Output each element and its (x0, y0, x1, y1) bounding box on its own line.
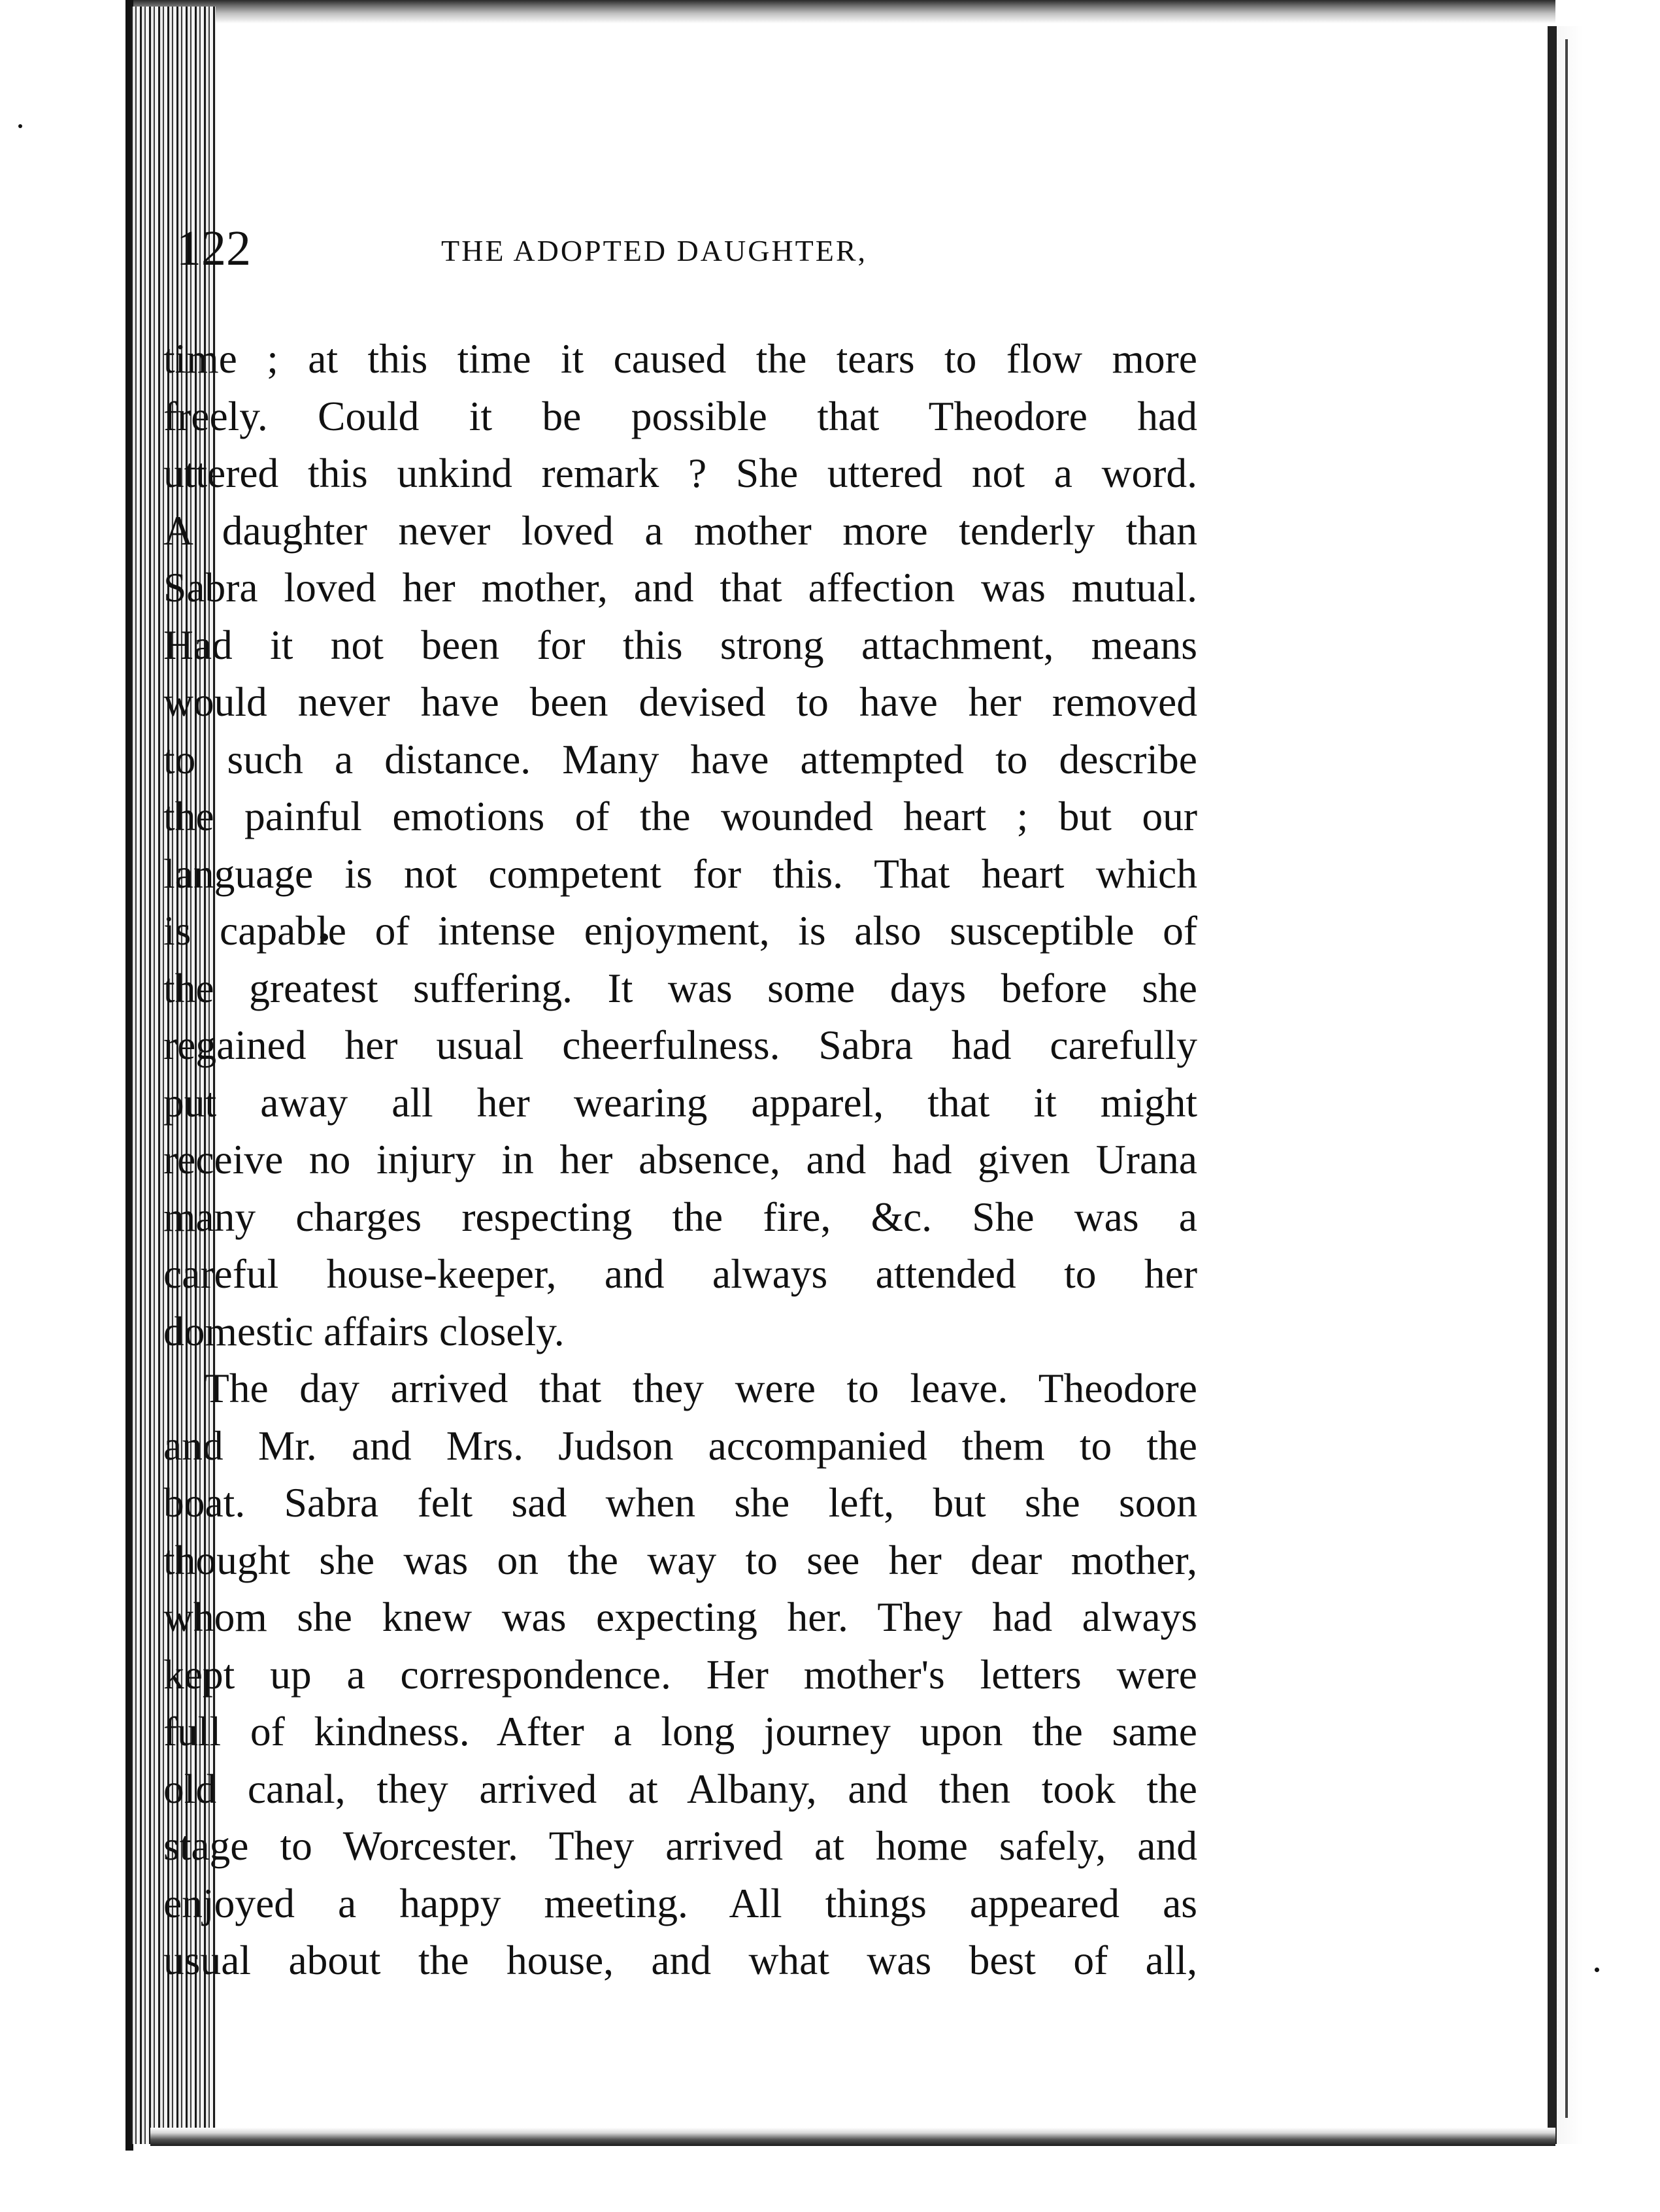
text-line: full of kindness. After a long journey upon the same (163, 1708, 1197, 1754)
gutter-divider (1548, 26, 1557, 2144)
text-line: the painful emotions of the wounded heart ; but our (163, 793, 1197, 839)
text-line: thought she was on the way to see her dear mother, (163, 1536, 1197, 1583)
text-line: time ; at this time it caused the tears to flow more (163, 335, 1197, 382)
text-line: receive no injury in her absence, and had given Urana (163, 1136, 1197, 1182)
text-line: domestic affairs closely. (163, 1307, 565, 1354)
facing-page-rule (1565, 39, 1568, 2118)
text-line: to such a distance. Many have attempted to describe (163, 735, 1197, 782)
text-line: whom she knew was expecting her. They had always (163, 1594, 1197, 1640)
text-line: old canal, they arrived at Albany, and then took the (163, 1765, 1197, 1812)
text-line: Sabra loved her mother, and that affection was mutual. (163, 564, 1197, 611)
text-line: A daughter never loved a mother more tenderly than (163, 507, 1197, 554)
running-title: THE ADOPTED DAUGHTER, (441, 234, 868, 267)
top-shadow (131, 0, 1555, 24)
text-line: the greatest suffering. It was some days before she (163, 964, 1197, 1011)
ink-speck (1595, 1968, 1599, 1972)
text-line: put away all her wearing apparel, that it might (163, 1079, 1197, 1126)
bottom-edge (150, 2128, 1555, 2146)
text-line: and Mr. and Mrs. Judson accompanied them to the (163, 1422, 1197, 1469)
text-line: enjoyed a happy meeting. All things appeared as (163, 1879, 1197, 1926)
ink-speck (18, 124, 22, 128)
text-line: would never have been devised to have her removed (163, 679, 1197, 725)
text-line: uttered this unkind remark ? She uttered not a word. (163, 450, 1197, 496)
text-line: freely. Could it be possible that Theodore had (163, 392, 1197, 439)
text-line: is capable of intense enjoyment, is also susceptible of (163, 907, 1197, 954)
page-header (176, 212, 1157, 284)
text-line: stage to Worcester. They arrived at home safely, and (163, 1822, 1197, 1869)
text-line: careful house-keeper, and always attended to her (163, 1250, 1197, 1297)
body-text (163, 330, 1197, 1989)
text-line: language is not competent for this. That heart which (163, 850, 1197, 897)
text-line: regained her usual cheerfulness. Sabra had carefully (163, 1022, 1197, 1068)
text-line: many charges respecting the fire, &c. She was a (163, 1193, 1197, 1240)
text-line: Had it not been for this strong attachment, means (163, 621, 1197, 668)
text-line: boat. Sabra felt sad when she left, but she soon (163, 1479, 1197, 1526)
page-number: 122 (176, 221, 251, 276)
text-line: kept up a correspondence. Her mother's letters were (163, 1651, 1197, 1698)
text-line: The day arrived that they were to leave. Theodore (204, 1365, 1197, 1411)
text-line: usual about the house, and what was best of all, (163, 1937, 1197, 1983)
facing-page-edge (1557, 26, 1583, 2144)
